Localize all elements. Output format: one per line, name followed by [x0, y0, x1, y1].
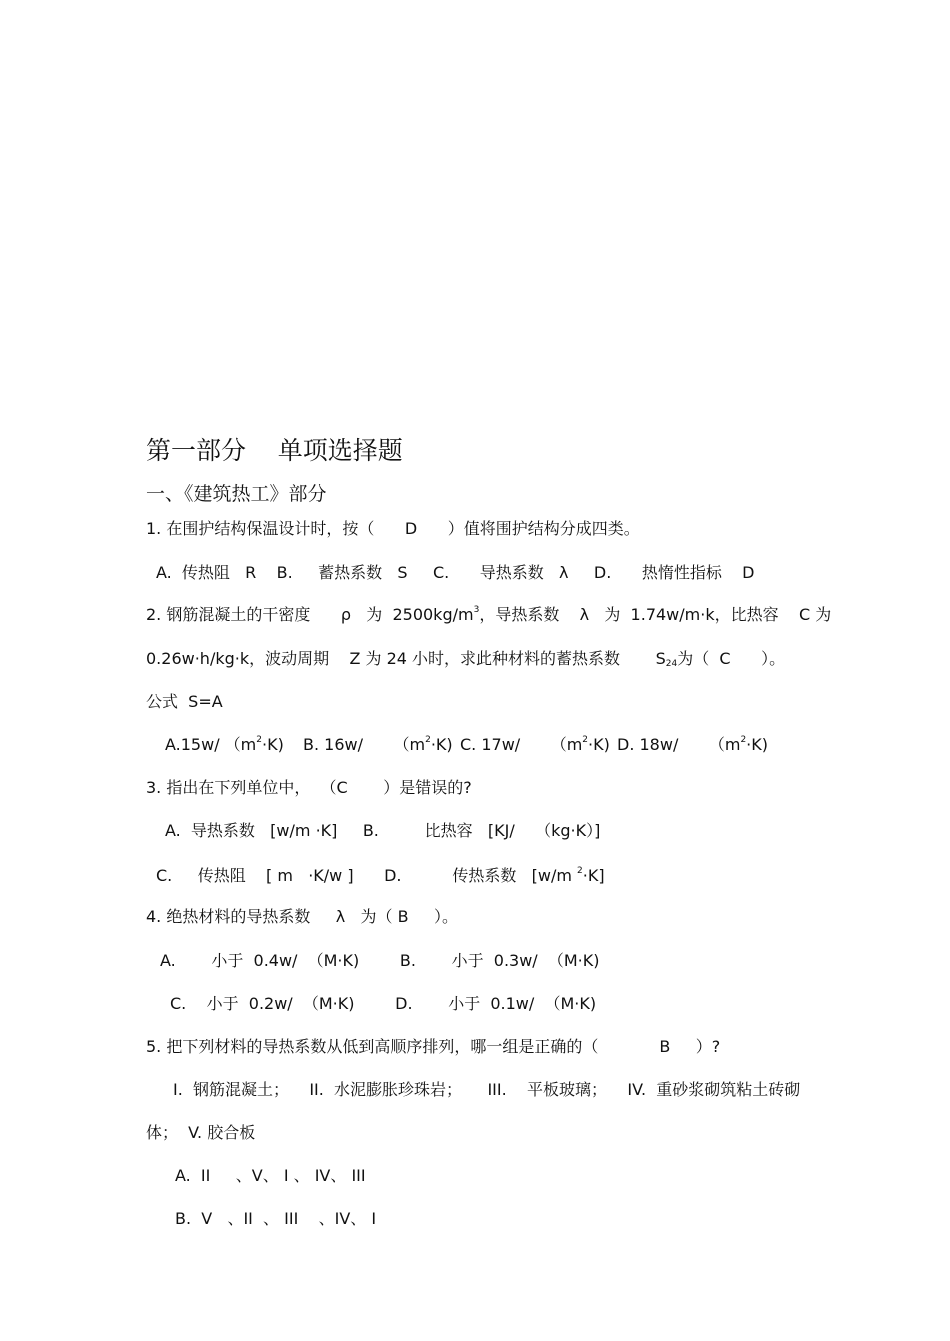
q2-opt-b-end: ·K) [430, 735, 453, 754]
question-4-options-ab: A. 小于 0.4w/ （M·K) B. 小于 0.3w/ （M·K) [160, 951, 600, 970]
question-3-options-cd [156, 866, 605, 886]
q2-opt-d-text: D. 18w/ （m [617, 735, 741, 754]
q2-opt-c-text: C. 17w/ （m [460, 735, 583, 754]
question-2-stem [146, 605, 831, 625]
question-1-stem: 1. 在围护结构保温设计时，按（ D ）值将围护结构分成四类。 [146, 519, 640, 538]
part-title: 第一部分 单项选择题 [146, 436, 403, 465]
q2-opt-a-text: A.15w/ （m [165, 735, 257, 754]
q3-options-cd-end: ·K] [582, 866, 605, 885]
question-3-options-ab: A. 导热系数 [w/m ·K] B. 比热容 [KJ/ （kg·K）] [165, 821, 601, 840]
section-title: 一、《建筑热工》部分 [146, 483, 327, 505]
question-2-formula: 公式 S=A [146, 692, 223, 711]
q2-opt-c-sup: 2 [582, 735, 589, 745]
question-1-options: A. 传热阻 R B. 蓄热系数 S C. 导热系数 λ D. 热惰性指标 D [156, 563, 755, 582]
question-2-stem-continued [146, 649, 785, 669]
question-2-stem-superscript: 3 [473, 605, 480, 615]
question-2-option-d [617, 735, 768, 755]
q2-opt-d-sup: 2 [740, 735, 747, 745]
question-4-stem: 4. 绝热材料的导热系数 λ 为（ B ）。 [146, 907, 459, 926]
q2-opt-a-end: ·K) [262, 735, 284, 754]
question-2-stem-part-a: 2. 钢筋混凝土的干密度 ρ 为 2500kg/m [146, 605, 474, 624]
q3-options-cd-sup: 2 [577, 866, 583, 876]
question-5-items: I. 钢筋混凝土； II. 水泥膨胀珍珠岩； III. 平板玻璃； IV. 重砂浆砌筑粘土砖砌 [173, 1080, 801, 1099]
question-5-option-b: B. V 、II 、 III 、IV、 I [175, 1209, 377, 1228]
q2-opt-b-sup: 2 [425, 735, 431, 745]
question-2-option-b [303, 735, 453, 755]
question-4-options-cd: C. 小于 0.2w/ （M·K) D. 小于 0.1w/ （M·K) [170, 994, 597, 1013]
q2-opt-d-end: ·K) [746, 735, 768, 754]
question-5-items-continued: 体； V. 胶合板 [146, 1123, 256, 1142]
question-2-stem2-subscript: 24 [665, 659, 678, 669]
question-5-option-a: A. II 、V、 I 、 IV、 III [175, 1166, 366, 1185]
q2-opt-a-sup: 2 [256, 735, 262, 745]
question-2-option-a [165, 735, 284, 755]
question-2-stem2-part-b: 为（ C ）。 [677, 649, 786, 668]
q2-opt-c-end: ·K) [588, 735, 610, 754]
q2-opt-b-text: B. 16w/ （m [303, 735, 426, 754]
question-2-option-c [460, 735, 610, 755]
question-2-stem-part-b: ，导热系数 λ 为 1.74w/m·k，比热容 C 为 [479, 605, 832, 624]
question-5-stem: 5. 把下列材料的导热系数从低到高顺序排列，哪一组是正确的（ B ）? [146, 1037, 721, 1056]
question-2-stem2-part-a: 0.26w·h/kg·k，波动周期 Z 为 24 小时，求此种材料的蓄热系数 S [146, 649, 666, 668]
question-3-stem: 3. 指出在下列单位中， （C ）是错误的? [146, 778, 472, 797]
q3-options-cd-text: C. 传热阻 [ m ·K/w ] D. 传热系数 [w/m [156, 866, 578, 885]
